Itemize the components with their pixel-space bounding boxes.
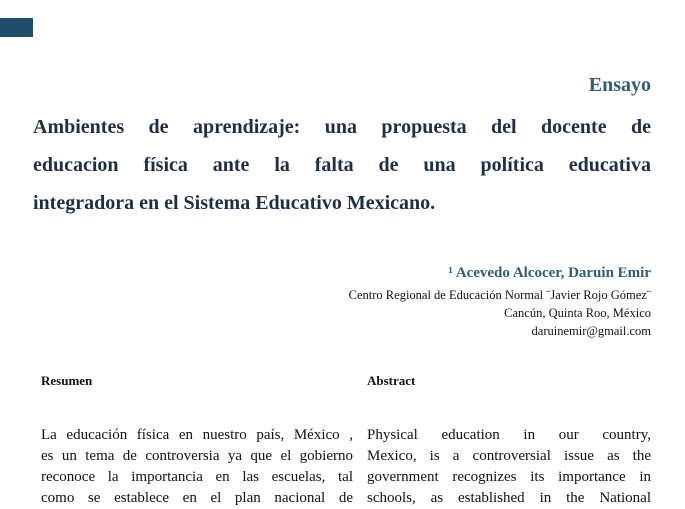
abstract-body (367, 425, 651, 509)
corner-accent-bar (0, 18, 33, 37)
resumen-line: La educación física en nuestro país, México , (41, 427, 353, 443)
section-label: Ensayo (588, 74, 651, 96)
paper-title (33, 108, 651, 222)
title-line: educacion física ante la falta de una política educativa (33, 154, 651, 176)
abstract-line: Mexico, is a controversial issue as the (367, 448, 651, 464)
abstract-heading: Abstract (367, 373, 416, 388)
author-name: ¹ Acevedo Alcocer, Daruin Emir (448, 265, 651, 281)
resumen-line: reconoce la importancia en las escuelas, tal (41, 469, 353, 485)
resumen-line: es un tema de controversia ya que el gobierno (41, 448, 353, 464)
resumen-body (41, 425, 353, 509)
title-line: integradora en el Sistema Educativo Mexicano. (33, 192, 436, 214)
affiliation-institution: Centro Regional de Educación Normal ¨Javier Rojo Gómez¨ (348, 288, 651, 302)
affiliation-location: Cancún, Quinta Roo, México (504, 306, 651, 320)
abstract-line: Physical education in our country, (367, 427, 651, 443)
title-line: Ambientes de aprendizaje: una propuesta del docente de (33, 116, 651, 138)
author-email[interactable]: daruinemir@gmail.com (531, 324, 651, 338)
abstract-line: schools, as established in the National (367, 490, 651, 506)
abstract-line: government recognizes its importance in (367, 469, 651, 485)
resumen-heading: Resumen (41, 373, 93, 388)
resumen-line: como se establece en el plan nacional de (41, 490, 353, 506)
